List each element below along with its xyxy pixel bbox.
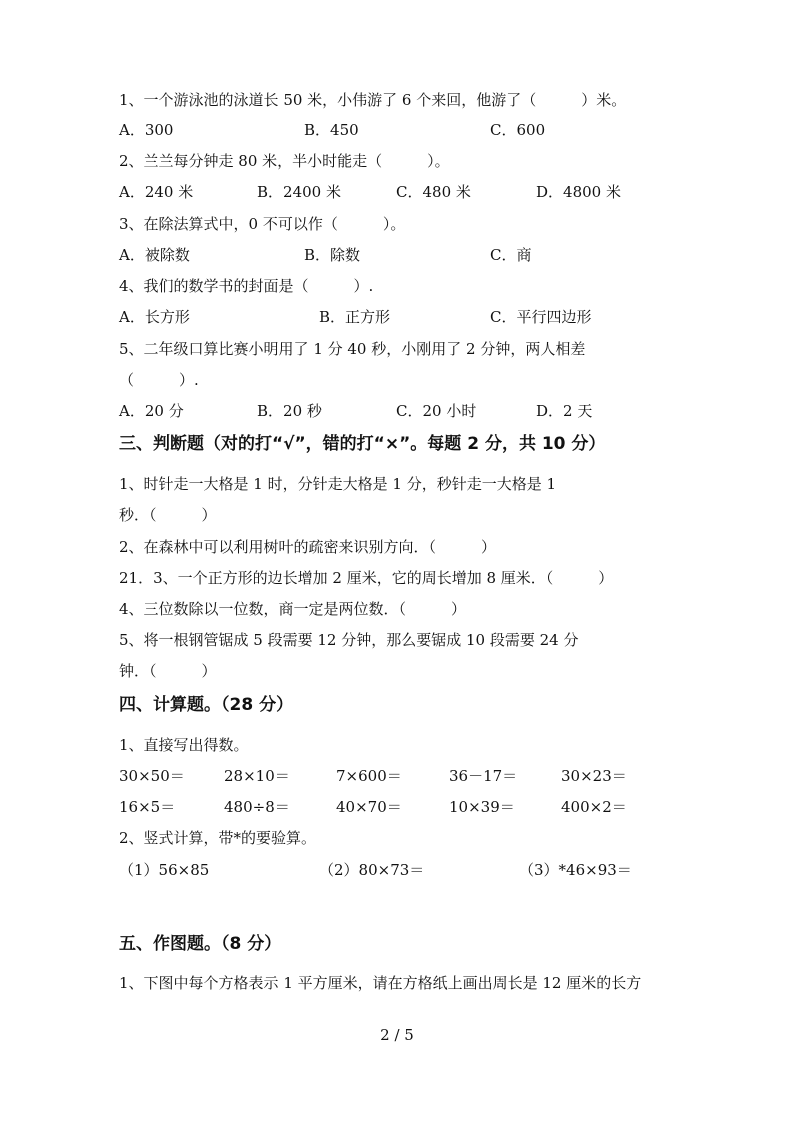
s3-item-2: 2、在森林中可以利用树叶的疏密来识别方向．（ ）	[119, 538, 497, 556]
q3-option-a: A．被除数	[119, 246, 190, 264]
q4-option-a: A．长方形	[119, 308, 190, 326]
q1-option-c: C．600	[490, 121, 546, 139]
calc-r1-c5: 30×23＝	[561, 767, 627, 785]
vertical-calc-3: （3）*46×93＝	[519, 861, 632, 879]
calc-r2-c1: 16×5＝	[119, 798, 176, 816]
q2-option-a: A．240 米	[119, 183, 194, 201]
s3-item-1: 1、时针走一大格是 1 时，分针走大格是 1 分，秒针走一大格是 1	[119, 475, 557, 493]
q2-option-c: C．480 米	[396, 183, 471, 201]
calc-r1-c4: 36－17＝	[449, 767, 518, 785]
vertical-calc-2: （2）80×73＝	[319, 861, 425, 879]
s3-item-5-cont: 钟．（ ）	[119, 662, 217, 680]
q3-text: 3、在除法算式中，0 不可以作（ ）。	[119, 215, 406, 233]
q2-option-d: D．4800 米	[536, 183, 621, 201]
q3-option-c: C．商	[490, 246, 532, 264]
page-number: 2 / 5	[380, 1026, 414, 1044]
q4-option-b: B．正方形	[319, 308, 391, 326]
q5-option-d: D．2 天	[536, 402, 593, 420]
vertical-calc-1: （1）56×85	[119, 861, 210, 879]
q1-option-a: A．300	[119, 121, 174, 139]
s4-sub2: 2、竖式计算，带*的要验算。	[119, 829, 317, 847]
q1-text: 1、一个游泳池的泳道长 50 米，小伟游了 6 个来回，他游了（ ）米。	[119, 91, 627, 109]
s3-item-5: 5、将一根钢管锯成 5 段需要 12 分钟，那么要锯成 10 段需要 24 分	[119, 631, 579, 649]
q5-text: 5、二年级口算比赛小明用了 1 分 40 秒，小刚用了 2 分钟，两人相差	[119, 340, 586, 358]
s3-item-3: 21．3、一个正方形的边长增加 2 厘米，它的周长增加 8 厘米．（ ）	[119, 569, 614, 587]
s4-sub1: 1、直接写出得数。	[119, 736, 249, 754]
q5-option-c: C．20 小时	[396, 402, 477, 420]
q2-option-b: B．2400 米	[257, 183, 341, 201]
q3-option-b: B．除数	[304, 246, 361, 264]
section3-title: 三、判断题（对的打“√”，错的打“×”。每题 2 分，共 10 分）	[119, 434, 606, 454]
section4-title: 四、计算题。（28 分）	[119, 695, 294, 715]
s5-q1: 1、下图中每个方格表示 1 平方厘米，请在方格纸上画出周长是 12 厘米的长方	[119, 974, 642, 992]
calc-r1-c1: 30×50＝	[119, 767, 185, 785]
q2-text: 2、兰兰每分钟走 80 米，半小时能走（ ）。	[119, 152, 450, 170]
calc-r2-c4: 10×39＝	[449, 798, 515, 816]
calc-r2-c3: 40×70＝	[336, 798, 402, 816]
q5-option-a: A．20 分	[119, 402, 184, 420]
s3-item-4: 4、三位数除以一位数，商一定是两位数．（ ）	[119, 600, 467, 618]
calc-r1-c2: 28×10＝	[224, 767, 290, 785]
calc-r2-c5: 400×2＝	[561, 798, 627, 816]
q4-option-c: C．平行四边形	[490, 308, 592, 326]
q4-text: 4、我们的数学书的封面是（ ）.	[119, 277, 374, 295]
calc-r1-c3: 7×600＝	[336, 767, 402, 785]
s3-item-1-cont: 秒．（ ）	[119, 506, 217, 524]
q5-option-b: B．20 秒	[257, 402, 322, 420]
q5-text-cont: （ ）.	[119, 371, 199, 389]
q1-option-b: B．450	[304, 121, 359, 139]
section5-title: 五、作图题。（8 分）	[119, 934, 282, 954]
calc-r2-c2: 480÷8＝	[224, 798, 290, 816]
